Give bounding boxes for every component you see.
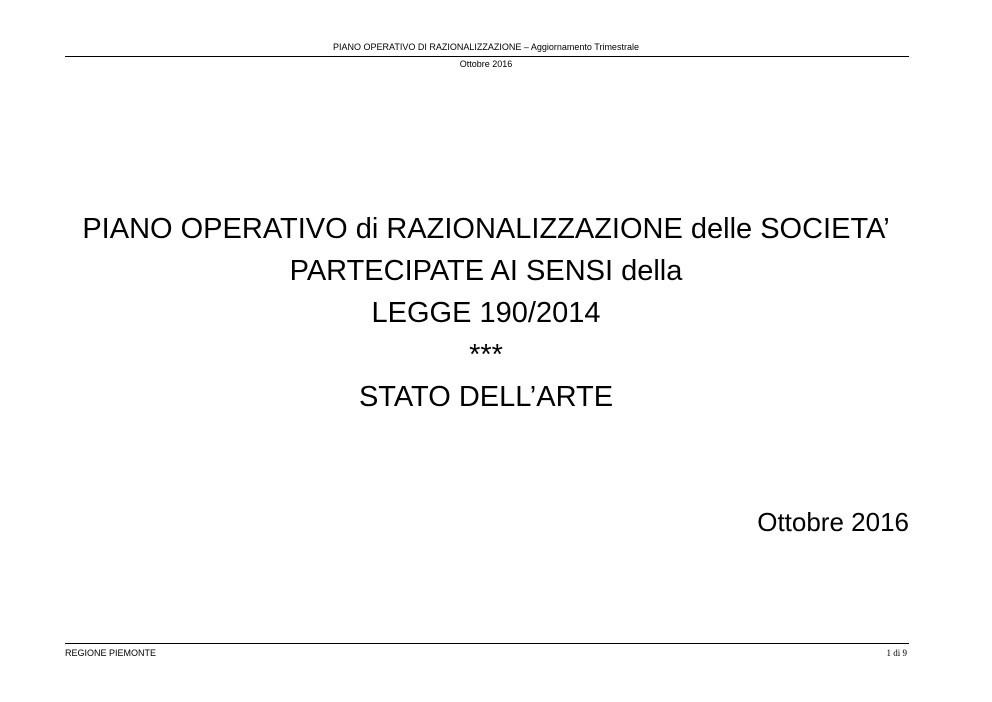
footer-organization: REGIONE PIEMONTE: [65, 648, 157, 658]
footer-divider: [65, 643, 909, 644]
header-divider: [65, 56, 909, 57]
footer-page-number: 1 di 9: [886, 648, 907, 658]
title-separator: ***: [469, 339, 503, 371]
header-date: Ottobre 2016: [459, 59, 513, 69]
document-date: Ottobre 2016: [757, 507, 909, 537]
document-title: [0, 208, 972, 418]
title-subtitle: STATO DELL’ARTE: [358, 381, 614, 413]
title-line-3: LEGGE 190/2014: [371, 297, 601, 329]
title-line-1: PIANO OPERATIVO di RAZIONALIZZAZIONE delle SOCIETA’: [82, 213, 890, 245]
title-line-2: PARTECIPATE AI SENSI della: [289, 255, 683, 287]
header-title: PIANO OPERATIVO DI RAZIONALIZZAZIONE – Aggiornamento Trimestrale: [333, 42, 639, 52]
